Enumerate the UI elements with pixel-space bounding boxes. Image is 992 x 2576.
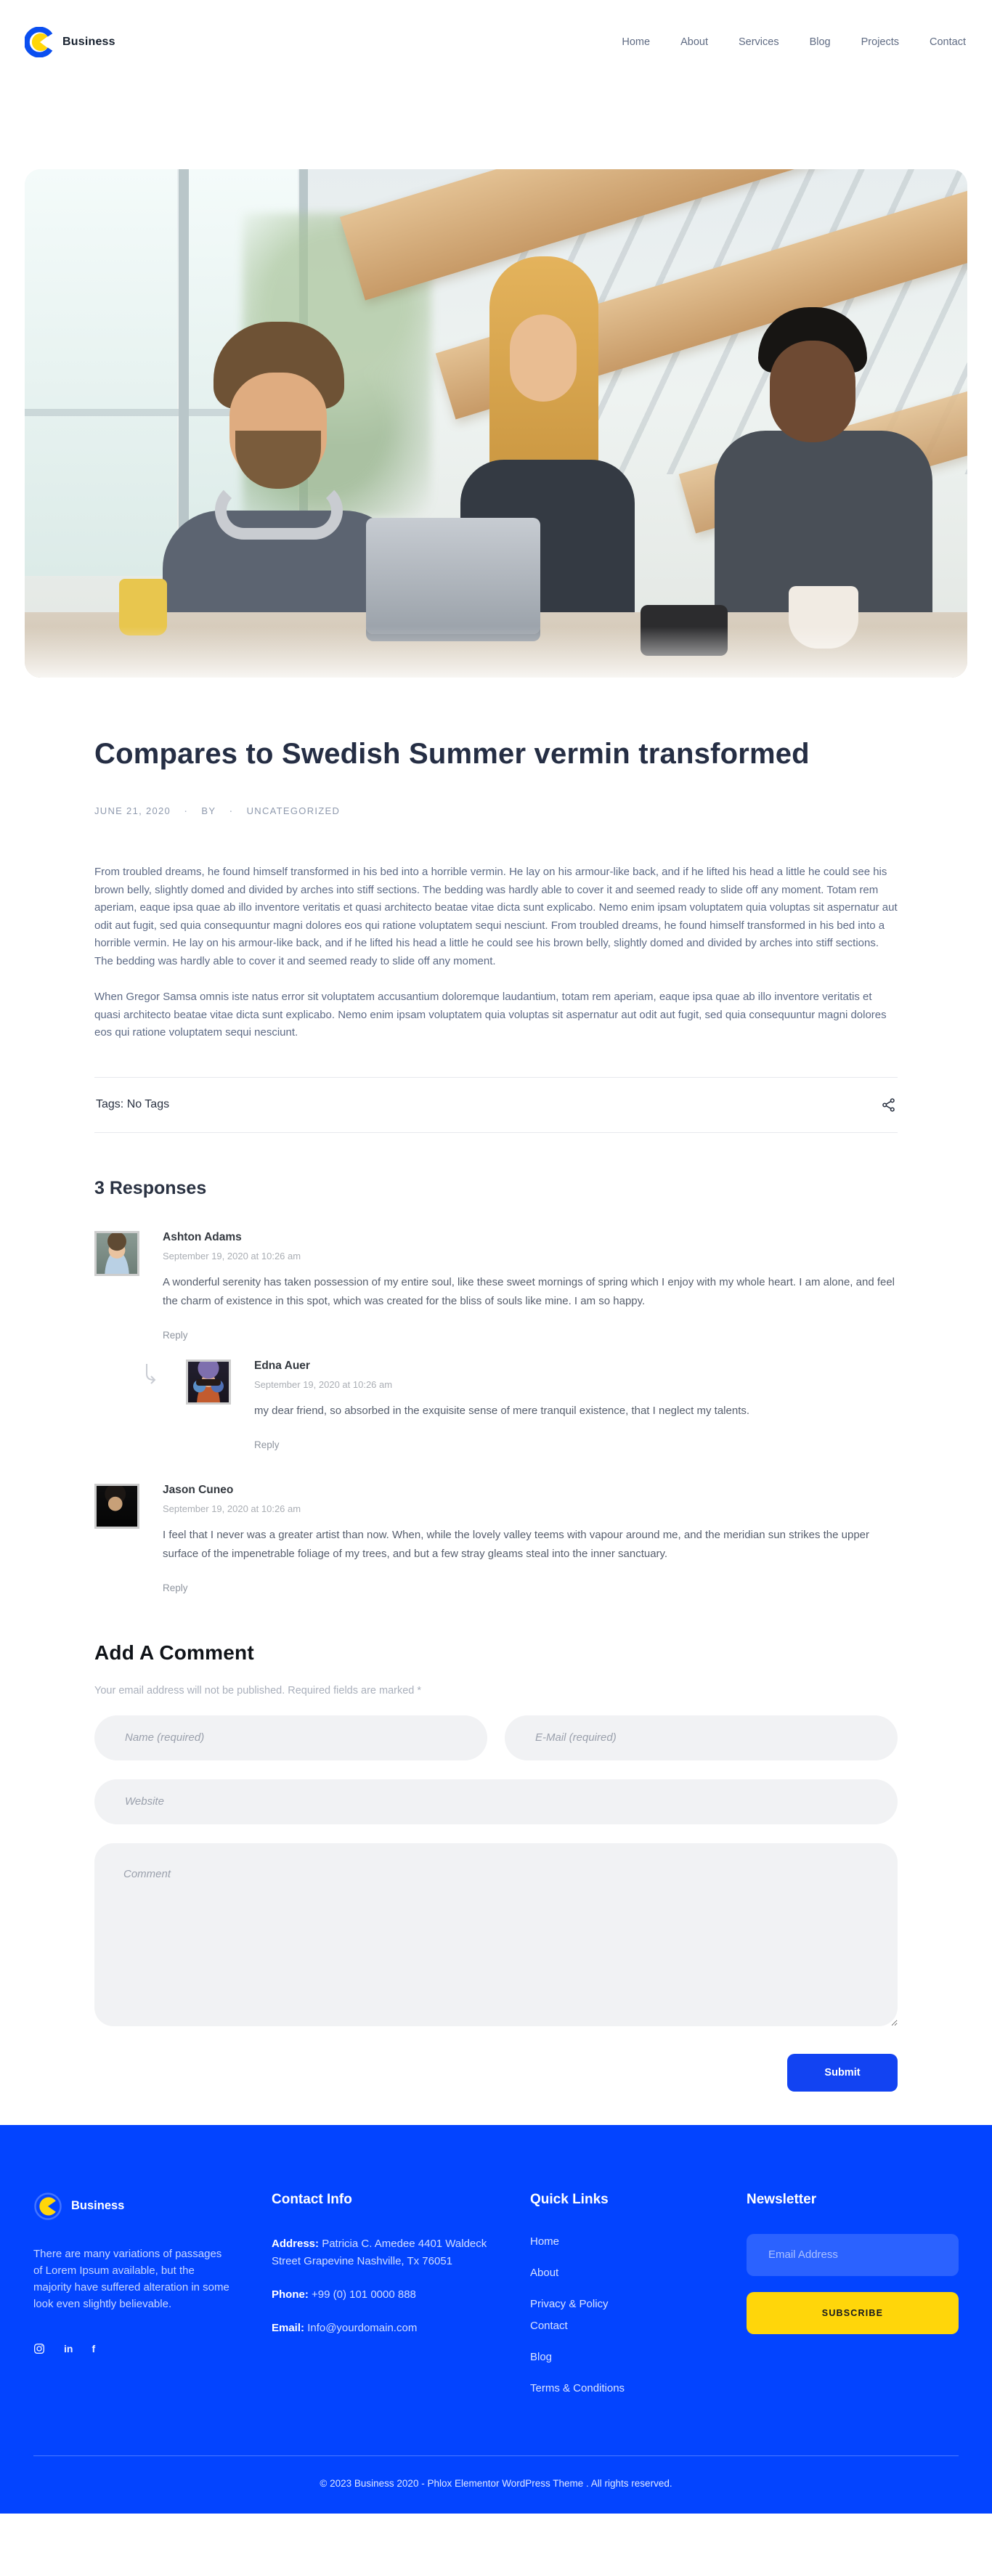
paragraph: When Gregor Samsa omnis iste natus error sit voluptatem accusantium doloremque laudantium, totam rem aperiam, eaque ipsa quae ab illo inventore veritatis et quasi architecto beatae vitae dicta sunt explicabo. Nemo enim ipsam voluptatem quia voluptas sit aspernatur aut odit aut fugit, sed quia consequuntur magni dolores eos qui ratione voluptatem sequi nesciunt. [94,991,887,1039]
address-value: Patricia C. Amedee 4401 Waldeck Street Grapevine Nashville, Tx 76051 [272,2237,487,2267]
footer-about-text: There are many variations of passages of Lorem Ipsum available, but the majority have suffered alteration in some look even slightly believable. [33,2247,229,2310]
nav-about[interactable]: About [680,36,708,48]
comment-author: Jason Cuneo [163,1483,234,1496]
post-author-label[interactable]: BY [201,805,216,817]
comment-author: Edna Auer [254,1359,310,1372]
contact-heading: Contact Info [272,2191,352,2207]
paragraph: From troubled dreams, he found himself transformed in his bed into a horrible vermin. He lay on his armour-like back, and if he lifted his head a little he could see his brown belly, slightly domed and divided by arches into stiff sections. The bedding was hardly able to cover it and seemed ready to slide off any moment. Totam rem aperiam, eaque ipsa quae ab illo inventore veritatis et quasi architecto beatae vitae dicta sunt explicabo. Nemo enim ipsam voluptatem quia voluptas sit aspernatur aut odit aut fugit, sed quia consequuntur magni dolores eos qui ratione voluptatem sequi nesciunt. From troubled dreams, he found himself transformed in his bed into a horrible vermin. He lay on his armour-like back, and if he lifted his head a little he could see his brown belly, slightly domed and divided by arches into stiff sections. The bedding was hardly able to cover it and seemed ready to slide off any moment. [94,866,898,967]
responses-heading: 3 Responses [94,1177,207,1198]
comment-date: September 19, 2020 at 10:26 am [254,1378,393,1390]
post-date: JUNE 21, 2020 [94,805,171,817]
meta-separator: · [184,805,189,818]
newsletter-heading: Newsletter [747,2191,817,2207]
email-field[interactable] [505,1715,898,1760]
nav-home[interactable]: Home [622,36,651,48]
reply-link[interactable]: Reply [254,1439,280,1450]
brand-name: Business [62,35,115,48]
window-frame [179,169,189,576]
post-meta [94,805,898,817]
contact-email [272,2320,489,2337]
nav-services[interactable]: Services [738,36,779,48]
footer-brand-column [33,2192,231,2413]
window-pane [25,169,177,576]
name-field[interactable] [94,1715,487,1760]
quick-links-heading: Quick Links [530,2191,609,2207]
post-body [94,864,898,1042]
comment-author: Ashton Adams [163,1230,242,1243]
headphones [215,482,343,540]
logo-icon [25,27,55,57]
article-main [94,734,898,2092]
brand-logo[interactable] [25,27,115,57]
person-man2-face [770,341,855,442]
comment-item [94,1231,898,1342]
footer-link-terms[interactable]: Terms & Conditions [530,2381,625,2394]
comment-field[interactable] [94,1843,898,2026]
subscribe-button[interactable]: SUBSCRIBE [747,2292,959,2334]
main-nav [622,36,966,48]
contact-address [272,2235,489,2270]
footer-link-blog[interactable]: Blog [530,2350,553,2363]
comment-text: I feel that I never was a greater artist than now. When, while the lovely valley teems with vapour around me, and the meridian sun strikes the upper surface of the impenetrable foliage of my trees, and but a few stray gleams steal into the inner sanctuary. [163,1528,870,1560]
footer-link-about[interactable]: About [530,2266,559,2279]
facebook-icon[interactable]: f [92,2342,96,2354]
website-field[interactable] [94,1779,898,1824]
phone-value[interactable]: +99 (0) 101 0000 888 [312,2288,416,2301]
footer-link-contact[interactable]: Contact [530,2319,568,2332]
footer-link-privacy[interactable]: Privacy & Policy [530,2297,609,2310]
phone-label: Phone: [272,2288,309,2301]
email-label: Email: [272,2321,305,2334]
tags-label: Tags: No Tags [96,1098,170,1111]
footer-newsletter-column [747,2192,959,2413]
tags-row [94,1077,898,1133]
address-label: Address: [272,2237,320,2250]
footer-links-column [530,2192,683,2413]
contact-phone [272,2286,489,2304]
avatar [186,1360,231,1405]
form-note: Your email address will not be published. Required fields are marked * [94,1684,422,1697]
featured-image [25,169,967,678]
comment-date: September 19, 2020 at 10:26 am [163,1250,301,1261]
footer-contact-column [272,2192,489,2413]
comment-date: September 19, 2020 at 10:26 am [163,1503,301,1514]
meta-separator: · [229,805,234,818]
footer-logo-icon [33,2192,62,2221]
avatar [94,1484,139,1529]
instagram-icon[interactable] [33,2343,45,2354]
site-footer [0,2125,992,2514]
reply-arrow-icon [144,1364,163,1452]
hero-section [0,84,992,678]
share-icon [881,1097,896,1113]
share-button[interactable] [881,1097,896,1113]
reply-link[interactable]: Reply [163,1582,188,1593]
footer-social [33,2343,231,2354]
comment-text: A wonderful serenity has taken possession of my entire soul, like these sweet mornings of spring which I enjoy with my whole heart. I am alone, and feel the charm of existence in this spot, which was created for the bliss of souls like mine. I am so happy. [163,1275,895,1307]
linkedin-icon[interactable]: in [64,2342,73,2354]
comment-text: my dear friend, so absorbed in the exquisite sense of mere tranquil existence, that I neglect my talents. [254,1404,750,1417]
avatar [94,1231,139,1276]
nav-blog[interactable]: Blog [809,36,831,48]
add-comment-heading: Add A Comment [94,1641,254,1664]
site-header [0,0,992,84]
person-woman-face [510,314,577,402]
nav-contact[interactable]: Contact [930,36,966,48]
footer-brand-name: Business [71,2199,125,2213]
copyright-text: © 2023 Business 2020 - Phlox Elementor WordPress Theme . All rights reserved. [320,2477,672,2489]
image-bottom-fade [25,627,967,678]
submit-button[interactable]: Submit [787,2054,898,2092]
laptop [366,518,540,634]
copyright-bar [33,2455,959,2514]
comment-item-nested [144,1360,898,1452]
page-title: Compares to Swedish Summer vermin transformed [94,738,810,770]
nav-projects[interactable]: Projects [861,36,900,48]
post-category[interactable]: UNCATEGORIZED [246,805,341,817]
footer-link-home[interactable]: Home [530,2235,560,2248]
email-value[interactable]: Info@yourdomain.com [307,2321,418,2334]
comment-item [94,1484,898,1595]
reply-link[interactable]: Reply [163,1329,188,1341]
newsletter-email-input[interactable] [747,2234,959,2276]
